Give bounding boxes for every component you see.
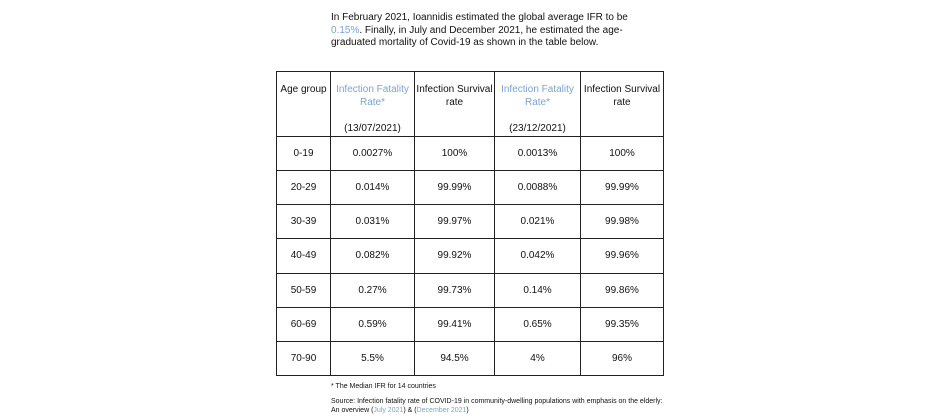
cell-ifr-december: 4% — [495, 341, 581, 375]
source-citation — [331, 398, 671, 416]
cell-ifr-july: 0.031% — [331, 205, 415, 239]
cell-survival-december: 100% — [581, 137, 664, 171]
cell-survival-july: 99.92% — [415, 239, 495, 273]
cell-age: 70-90 — [277, 341, 331, 375]
cell-ifr-december: 0.021% — [495, 205, 581, 239]
cell-survival-july: 94.5% — [415, 341, 495, 375]
table-row — [277, 273, 664, 307]
header-date-december: (23/12/2021) — [509, 123, 566, 134]
header-age-group: Age group — [277, 72, 331, 137]
cell-survival-december: 99.99% — [581, 171, 664, 205]
table-row — [277, 239, 664, 273]
cell-survival-december: 99.98% — [581, 205, 664, 239]
ifr-value-link[interactable]: 0.15% — [331, 24, 360, 36]
cell-ifr-july: 0.082% — [331, 239, 415, 273]
table-row — [277, 341, 664, 375]
header-date-july: (13/07/2021) — [344, 123, 401, 134]
cell-survival-july: 99.97% — [415, 205, 495, 239]
source-text: Source: Infection fatality rate of COVID-19 in community-dwelling populations with emphasis on the elderly: An overview ( — [331, 398, 663, 414]
cell-age: 30-39 — [277, 205, 331, 239]
cell-ifr-july: 0.27% — [331, 273, 415, 307]
cell-survival-july: 99.41% — [415, 307, 495, 341]
intro-text-1: In February 2021, Ioannidis estimated the global average IFR to be — [331, 12, 628, 23]
cell-survival-december: 99.35% — [581, 307, 664, 341]
cell-age: 0-19 — [277, 137, 331, 171]
table-header-row — [277, 72, 664, 137]
intro-text-2: . Finally, in July and December 2021, he estimated the age-graduated mortality of Covid-19 as shown in the table below. — [331, 24, 623, 48]
header-ifr-label: Infection Fatality Rate* — [501, 84, 574, 108]
table-row — [277, 205, 664, 239]
cell-survival-december: 96% — [581, 341, 664, 375]
header-survival-december: Infection Survival rate — [581, 72, 664, 137]
cell-survival-july: 100% — [415, 137, 495, 171]
cell-survival-december: 99.96% — [581, 239, 664, 273]
cell-survival-december: 99.86% — [581, 273, 664, 307]
source-between: ) & ( — [403, 406, 417, 414]
cell-age: 40-49 — [277, 239, 331, 273]
header-ifr-december — [495, 72, 581, 137]
table-row — [277, 307, 664, 341]
cell-ifr-july: 5.5% — [331, 341, 415, 375]
cell-ifr-december: 0.14% — [495, 273, 581, 307]
header-ifr-july — [331, 72, 415, 137]
cell-age: 60-69 — [277, 307, 331, 341]
cell-age: 20-29 — [277, 171, 331, 205]
table-row — [277, 171, 664, 205]
source-end: ) — [466, 406, 469, 414]
cell-ifr-december: 0.0088% — [495, 171, 581, 205]
cell-ifr-july: 0.59% — [331, 307, 415, 341]
ifr-table — [276, 71, 664, 376]
intro-paragraph — [331, 12, 661, 50]
cell-survival-july: 99.99% — [415, 171, 495, 205]
source-link-july[interactable]: July 2021 — [373, 406, 404, 414]
header-survival-july: Infection Survival rate — [415, 72, 495, 137]
source-link-december[interactable]: December 2021 — [416, 406, 467, 414]
footnote: * The Median IFR for 14 countries — [331, 383, 436, 390]
cell-ifr-july: 0.014% — [331, 171, 415, 205]
header-ifr-label: Infection Fatality Rate* — [336, 84, 409, 108]
cell-ifr-july: 0.0027% — [331, 137, 415, 171]
cell-ifr-december: 0.65% — [495, 307, 581, 341]
cell-ifr-december: 0.0013% — [495, 137, 581, 171]
cell-ifr-december: 0.042% — [495, 239, 581, 273]
cell-survival-july: 99.73% — [415, 273, 495, 307]
cell-age: 50-59 — [277, 273, 331, 307]
table-row — [277, 137, 664, 171]
